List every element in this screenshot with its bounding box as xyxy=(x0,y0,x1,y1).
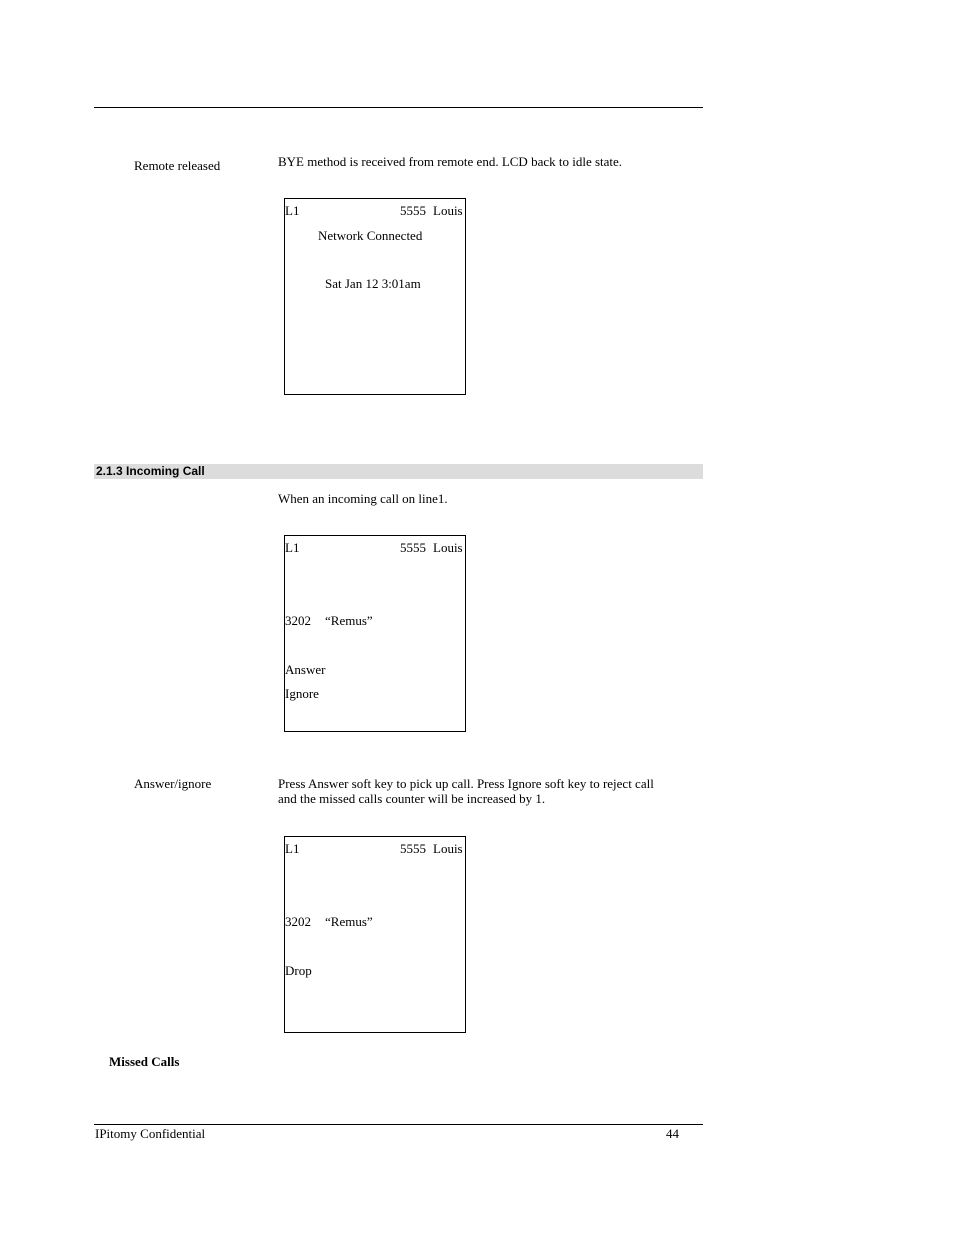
lcd-line-indicator: L1 xyxy=(285,841,300,856)
incoming-call-description: When an incoming call on line1. xyxy=(278,491,448,506)
answer-ignore-description-line1: Press Answer soft key to pick up call. Press Ignore soft key to reject call xyxy=(278,776,654,791)
lcd-network-status: Network Connected xyxy=(318,228,423,243)
answer-ignore-description-line2: and the missed calls counter will be increased by 1. xyxy=(278,791,546,806)
missed-calls-heading: Missed Calls xyxy=(109,1054,180,1069)
lcd-screen-connected xyxy=(284,836,466,1033)
lcd-user-name: Louis xyxy=(433,203,463,218)
lcd-screen-incoming xyxy=(284,535,466,732)
lcd-user-name: Louis xyxy=(433,841,463,856)
lcd-datetime: Sat Jan 12 3:01am xyxy=(325,276,421,291)
lcd-line-indicator: L1 xyxy=(285,203,300,218)
lcd-caller-name: “Remus” xyxy=(325,613,373,628)
row-label-answer-ignore: Answer/ignore xyxy=(134,776,212,791)
lcd-extension: 5555 xyxy=(400,841,426,856)
section-heading-bar xyxy=(94,464,703,479)
row-description-remote-released: BYE method is received from remote end. LCD back to idle state. xyxy=(278,154,623,169)
lcd-caller-name: “Remus” xyxy=(325,914,373,929)
footer-confidential: IPitomy Confidential xyxy=(95,1126,206,1141)
lcd-softkey-drop: Drop xyxy=(285,963,312,978)
footer-rule xyxy=(94,1124,703,1125)
lcd-line-indicator: L1 xyxy=(285,540,300,555)
section-heading: 2.1.3 Incoming Call xyxy=(96,464,205,478)
lcd-softkey-answer: Answer xyxy=(285,662,326,677)
footer-page-number: 44 xyxy=(666,1126,679,1141)
row-label-remote-released: Remote released xyxy=(134,158,221,173)
lcd-extension: 5555 xyxy=(400,203,426,218)
lcd-caller-number: 3202 xyxy=(285,613,311,628)
lcd-extension: 5555 xyxy=(400,540,426,555)
header-rule xyxy=(94,107,703,108)
lcd-user-name: Louis xyxy=(433,540,463,555)
lcd-screen-idle xyxy=(284,198,466,395)
lcd-caller-number: 3202 xyxy=(285,914,311,929)
lcd-softkey-ignore: Ignore xyxy=(285,686,319,701)
